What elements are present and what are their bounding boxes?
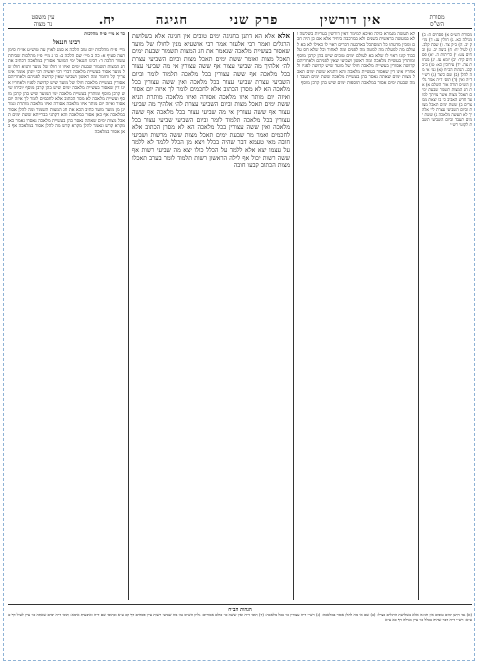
right-commentary <box>297 32 415 600</box>
main-text <box>132 32 290 170</box>
page-header <box>8 8 472 29</box>
footnotes <box>8 607 472 657</box>
right-commentary-text: לא תעשה מגמרא כולה ואיכא למימר דאין דורשין בעריות בשלשה ולא במעשה בראשית בשנים ולא במרכבה ביחיד אלא אם כן היה חכם ומבין מדעתו כל המסתכל בארבעה דברים ראוי לו כאילו לא בא לעולם מה למעלה מה למטה מה לפנים ומה לאחור וכל שלא חס על כבוד קונו ראוי לו שלא בא לעולם ימים טובים שיש בהן קרבן מוסף ומותרין בעשיית מלאכה ומה ראשון ושביעי שאין לפניהם ולאחריהם קדושה אסורין בעשיית מלאכה חולו של מועד שיש קדושה לפניו ולאחריו אינו דין שאסור בעשיית מלאכה והא דתניא ששת ימים תאכל מצות ימים שאתה נאסר בהן בעשיית מלאכה ששת ימים תעבד ומה שבעת ימים אסור במלאכה תוספות ימים שיש בהן קרבן מוסף <box>297 32 415 86</box>
masoret-label-line-2: הש"ס <box>430 21 444 28</box>
header-titles <box>78 12 402 28</box>
far-right-margin <box>422 32 472 600</box>
left-column-text: מיי׳ פ״ח מהלכות יום טוב הלכה א סמג לאוין עה טוש״ע או״ח סימן תצה סעיף א: כה ב מיי׳ שם הלכה ב: כו ג מיי׳ פ״ז מהלכות שביתת עשור הלכה ד: רבינו חננאל ימי המועד אסורין במלאכה דכתיב את חג המצות תשמור שבעת ימים ואיזו זו חולו של מועד ותניא חולו של מועד אסור בעשיית מלאכה דברי רבי יאשיה רבי יונתן אומר אינו צריך קל וחומר ומה ראשון ושביעי שאין קדושה לפניהם ולאחריהם אסורין בעשיית מלאכה חולו של מועד שיש קדושה לפניו ולאחריו אינו דין שאסור בעשיית מלאכה ימים שיש בהן קרבן מוסף יוכיחו שיש קרבן מוסף ומותרין בעשיית מלאכה ימי המועד שיש בהן קרבן מוסף ועשיית מלאכה לא מסר הכתוב אלא לחכמים לומר לך איזה יום אסור ואיזה יום מותר איזו מלאכה אסורה ואיזו מלאכה מותרת וגמרינן מן מועד מועד כתיב הכא את חג המצות תשמור ומה להלן אסור במלאכה אף כאן אסור במלאכה והא דקתני בברייתא ששת ימים תאכל מצות ימים שאתה נאסר בהן בעשיית מלאכה נאסרו נאמר כאן מקרא קדש ונאמר להלן מקרא קדש מה להלן אסור במלאכה אף כאן אסור במלאכה <box>8 48 125 135</box>
left-ref-header: כד א מיי׳ פ״ח מהלכות <box>84 32 125 37</box>
main-opening-word: אלא <box>277 32 290 40</box>
ein-mishpat-label-line-2: נר מצוה <box>33 21 53 28</box>
left-column <box>8 32 125 600</box>
page-number: יח. <box>98 13 115 28</box>
left-section-title: רבינו חננאל <box>52 39 81 47</box>
main-text-column <box>132 32 290 600</box>
footnotes-text: (א) גמ׳ דתנן ימים טובים אין חגיגה אלא בשלושת הרגלים כצ״ל: (ב) שם אי מה להלן אסור במלאכה: (ג) רש״י ד״ה עצורין כו׳ בכל מלאכה: (ד) תוס׳ ד״ה ואין ששה כו׳ כולם אסורים: גליון הש״ס גמ׳ מה שביעי רשות עיין פסחים דף קכ ע״א ובתוס׳ שם ד״ה ואיבעית אימא: תוס׳ ד״ה ימים שאתה כו׳ עיין לעיל דף ט ע״א: רש״י ד״ה דבר שהיה בכלל כו׳ עיין מגילה דף כא ע״א <box>8 612 472 622</box>
divider-main-left <box>128 32 129 600</box>
far-right-margin-text: מסורת הש״ס א) פסחים ה: ב) מגילה כא. ג) חולין עג: ד) מו״ק יב. ה) ב״ק צד. ו) שבת קלב. ז) לעיל יח: ח) ביצה יב. ט) זבחים צט: י) כריתות ה. יא) פסחים קיד: יב) יומא עז. יג) מנחות צה. יד) עירובין כא: טו) ב״ב קכג. הגהות הב״ח (א) גמ׳ אי מה להלן (ב) שם כיצד (ג) רש״י ד״ה ואין (ד) תוס׳ ד״ה אמר גליון הש״ס תורה אור השלם א) את חג המצות תשמר שבעת ימים תאכל מצות אשר צויתך למועד חדש האביב כי בו יצאת ממצרים ב) ששת ימים תאכל מצות וביום השביעי עצרת ליי אלהיך לא תעשה מלאכה ג) ששת ימים תעבד וביום השביעי תשבת לקוטי רש״י <box>422 32 472 127</box>
ein-mishpat-label <box>8 14 78 28</box>
divider-footnotes <box>8 604 472 605</box>
ein-mishpat-label-line-1: עין משפט <box>31 14 55 21</box>
chapter-title: אין דורשין <box>319 13 382 28</box>
footnotes-title: הגהות הב״ח <box>228 607 252 613</box>
masoret-label <box>402 14 472 28</box>
main-text-body: אלא הא דתנן בחגיגה ימים טובים אין חגיגה אלא בשלושת הרגלים ואמר רבי אלעזר אמר רבי אושעיא מנין לחולו של מועד שאסור בעשיית מלאכה שנאמר את חג המצות תשמור שבעת ימים תאכל מצות ואומר ששת ימים תאכל מצות וביום השביעי עצרת לה׳ אלהיך מה שביעי עצור אף ששה עצורין אי מה שביעי עצור בכל מלאכה אף ששה עצורין בכל מלאכה תלמוד לומר וביום השביעי עצרת שביעי עצור בכל מלאכה ואין ששה עצורין בכל מלאכה הא לא מסרן הכתוב אלא לחכמים לומר לך איזה יום אסור ואיזה יום מותר איזו מלאכה אסורה ואיזו מלאכה מותרת תניא ששת ימים תאכל מצות וביום השביעי עצרת לה׳ אלהיך מה שביעי עצור אף ששה עצורין אי מה שביעי עצור בכל מלאכה אף ששה עצורין בכל מלאכה תלמוד לומר וביום השביעי שביעי עצור בכל מלאכה ואין ששה עצורין בכל מלאכה הא לא מסרן הכתוב אלא לחכמים ואמר מר שבעת ימים תאכל מצות ששה מרשות ושביעי חובה מאי טעמא דבר שהיה בכלל ויצא מן הכלל ללמד לא ללמד על עצמו יצא אלא ללמד על הכלל כולו יצא מה שביעי רשות אף ששה רשות יכול אף לילה הראשון רשות תלמוד לומר בערב תאכלו מצות הכתוב קבעו חובה <box>132 33 290 170</box>
chapter-number: פרק שני <box>229 13 279 28</box>
divider-right-margin <box>418 32 419 600</box>
masoret-label-line-1: מסורת <box>429 14 445 21</box>
tractate-name: חגיגה <box>155 13 189 28</box>
divider-main-right <box>293 32 294 600</box>
talmud-page <box>8 8 472 658</box>
